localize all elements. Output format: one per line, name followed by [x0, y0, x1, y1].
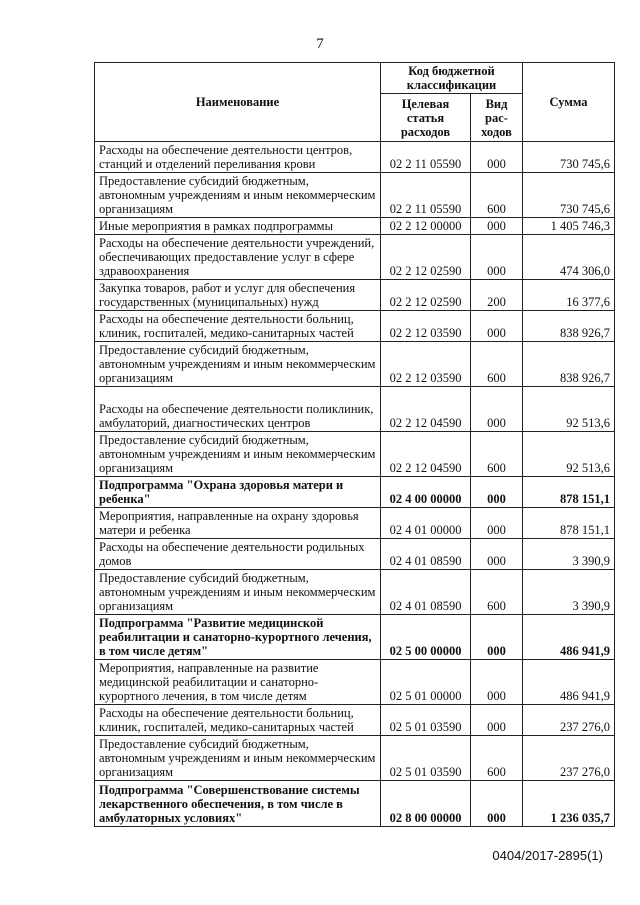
- table-row: [95, 218, 615, 235]
- row-name: Расходы на обеспечение деятельности учреждений, обеспечивающих предоставление услуг в сфере здравоохранения: [95, 235, 381, 280]
- header-name: Наименование: [95, 63, 381, 142]
- row-expense-type: 000: [471, 311, 523, 342]
- row-expense-type: 000: [471, 477, 523, 508]
- row-amount: 3 390,9: [523, 539, 615, 570]
- row-amount: 237 276,0: [523, 705, 615, 736]
- row-name: Подпрограмма "Развитие медицинской реабилитации и санаторно-курортного лечения, в том числе детям": [95, 615, 381, 660]
- table-row: [95, 280, 615, 311]
- row-expense-type: 600: [471, 432, 523, 477]
- row-code: 02 4 01 08590: [381, 570, 471, 615]
- table-row: [95, 615, 615, 660]
- row-amount: 878 151,1: [523, 477, 615, 508]
- table-row: [95, 173, 615, 218]
- row-name: Предоставление субсидий бюджетным, автономным учреждениям и иным некоммерческим организациям: [95, 736, 381, 781]
- row-code: 02 2 12 03590: [381, 342, 471, 387]
- row-code: 02 2 12 02590: [381, 235, 471, 280]
- row-expense-type: 600: [471, 173, 523, 218]
- row-amount: 474 306,0: [523, 235, 615, 280]
- row-code: 02 5 01 00000: [381, 660, 471, 705]
- row-expense-type: 000: [471, 142, 523, 173]
- row-name: Мероприятия, направленные на развитие медицинской реабилитации и санаторно-курортного лечения, в том числе детям: [95, 660, 381, 705]
- row-code: 02 2 11 05590: [381, 173, 471, 218]
- row-amount: 878 151,1: [523, 508, 615, 539]
- table-row: [95, 142, 615, 173]
- row-name: Подпрограмма "Охрана здоровья матери и ребенка": [95, 477, 381, 508]
- row-name: Предоставление субсидий бюджетным, автономным учреждениям и иным некоммерческим организациям: [95, 342, 381, 387]
- header-amount: Сумма: [523, 63, 615, 142]
- row-amount: 838 926,7: [523, 311, 615, 342]
- budget-table: [94, 62, 615, 827]
- row-name: Расходы на обеспечение деятельности родильных домов: [95, 539, 381, 570]
- row-code: 02 4 00 00000: [381, 477, 471, 508]
- table-row: [95, 432, 615, 477]
- row-expense-type: 000: [471, 508, 523, 539]
- table-row: [95, 235, 615, 280]
- row-name: Предоставление субсидий бюджетным, автономным учреждениям и иным некоммерческим организациям: [95, 432, 381, 477]
- row-amount: 237 276,0: [523, 736, 615, 781]
- row-amount: 1 236 035,7: [523, 781, 615, 827]
- table-row: [95, 387, 615, 432]
- row-code: 02 2 12 03590: [381, 311, 471, 342]
- table-row: [95, 781, 615, 827]
- row-expense-type: 000: [471, 235, 523, 280]
- header-target-article: Целевая статья расходов: [381, 94, 471, 142]
- header-expense-type: Вид рас-ходов: [471, 94, 523, 142]
- row-name: Расходы на обеспечение деятельности больниц, клиник, госпиталей, медико-санитарных частей: [95, 705, 381, 736]
- row-code: 02 2 12 04590: [381, 432, 471, 477]
- row-amount: 838 926,7: [523, 342, 615, 387]
- document-code: 0404/2017-2895(1): [492, 848, 603, 863]
- row-code: 02 4 01 08590: [381, 539, 471, 570]
- row-code: 02 2 12 04590: [381, 387, 471, 432]
- row-name: Предоставление субсидий бюджетным, автономным учреждениям и иным некоммерческим организациям: [95, 173, 381, 218]
- table-row: [95, 736, 615, 781]
- row-expense-type: 600: [471, 736, 523, 781]
- row-expense-type: 000: [471, 705, 523, 736]
- row-name: Расходы на обеспечение деятельности центров, станций и отделений переливания крови: [95, 142, 381, 173]
- row-code: 02 4 01 00000: [381, 508, 471, 539]
- table-row: [95, 705, 615, 736]
- row-amount: 92 513,6: [523, 432, 615, 477]
- row-expense-type: 000: [471, 615, 523, 660]
- row-amount: 486 941,9: [523, 660, 615, 705]
- row-name: Мероприятия, направленные на охрану здоровья матери и ребенка: [95, 508, 381, 539]
- row-amount: 730 745,6: [523, 173, 615, 218]
- row-amount: 730 745,6: [523, 142, 615, 173]
- row-name: Расходы на обеспечение деятельности поликлиник, амбулаторий, диагностических центров: [95, 387, 381, 432]
- row-code: 02 5 00 00000: [381, 615, 471, 660]
- row-name: Предоставление субсидий бюджетным, автономным учреждениям и иным некоммерческим организациям: [95, 570, 381, 615]
- row-expense-type: 600: [471, 570, 523, 615]
- row-amount: 1 405 746,3: [523, 218, 615, 235]
- row-code: 02 5 01 03590: [381, 736, 471, 781]
- row-code: 02 5 01 03590: [381, 705, 471, 736]
- row-expense-type: 000: [471, 539, 523, 570]
- row-amount: 3 390,9: [523, 570, 615, 615]
- row-expense-type: 000: [471, 781, 523, 827]
- table-row: [95, 660, 615, 705]
- page-number: 7: [316, 36, 324, 52]
- header-code-group: Код бюджетной классификации: [381, 63, 523, 94]
- row-name: Расходы на обеспечение деятельности больниц, клиник, госпиталей, медико-санитарных частей: [95, 311, 381, 342]
- table-row: [95, 570, 615, 615]
- row-amount: 92 513,6: [523, 387, 615, 432]
- table-row: [95, 342, 615, 387]
- table-row: [95, 477, 615, 508]
- row-name: Иные мероприятия в рамках подпрограммы: [95, 218, 381, 235]
- row-expense-type: 000: [471, 660, 523, 705]
- row-name: Закупка товаров, работ и услуг для обеспечения государственных (муниципальных) нужд: [95, 280, 381, 311]
- row-amount: 486 941,9: [523, 615, 615, 660]
- row-expense-type: 600: [471, 342, 523, 387]
- row-code: 02 2 12 02590: [381, 280, 471, 311]
- row-code: 02 8 00 00000: [381, 781, 471, 827]
- row-expense-type: 000: [471, 387, 523, 432]
- row-amount: 16 377,6: [523, 280, 615, 311]
- row-expense-type: 000: [471, 218, 523, 235]
- row-name: Подпрограмма "Совершенствование системы лекарственного обеспечения, в том числе в амбулаторных условиях": [95, 781, 381, 827]
- row-code: 02 2 12 00000: [381, 218, 471, 235]
- table-row: [95, 539, 615, 570]
- row-code: 02 2 11 05590: [381, 142, 471, 173]
- table-row: [95, 508, 615, 539]
- table-row: [95, 311, 615, 342]
- row-expense-type: 200: [471, 280, 523, 311]
